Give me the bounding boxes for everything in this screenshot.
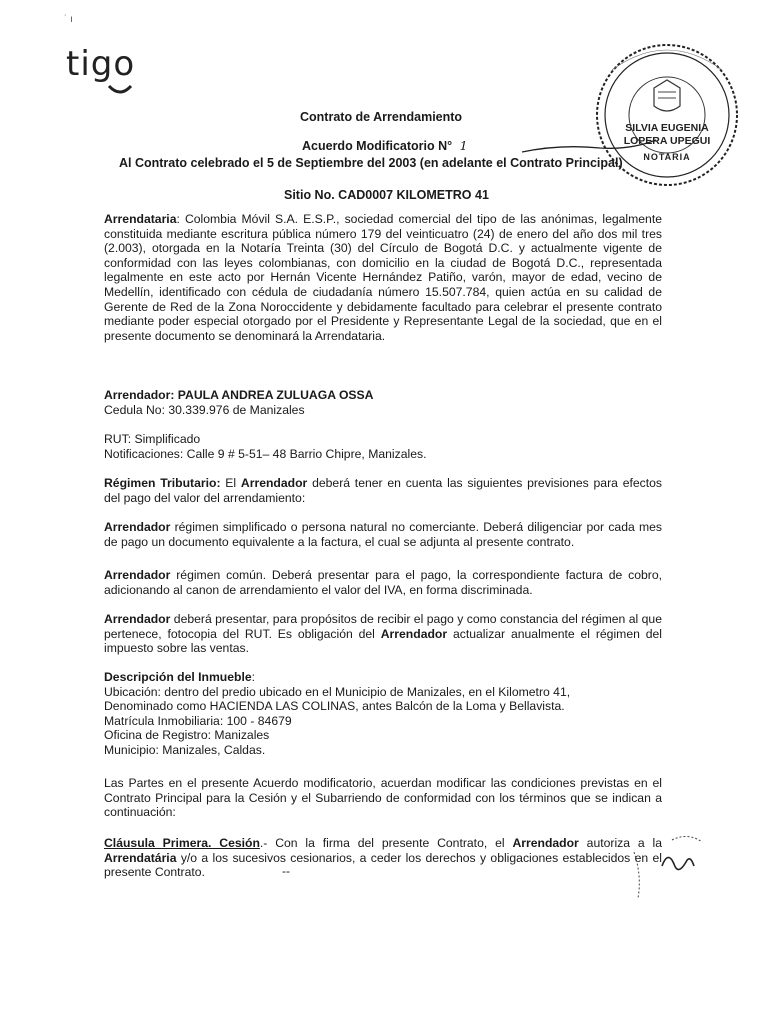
regimen-text-b: deberá tener en cuenta las siguientes previsiones para efectos del pago del valor del arrendamiento: xyxy=(104,476,662,505)
inmueble-oficina: Oficina de Registro: Manizales xyxy=(104,728,270,743)
logo-text: tigo xyxy=(66,44,136,84)
arrendataria-paragraph xyxy=(104,212,662,343)
regimen-comun xyxy=(104,568,662,597)
rut-arrendador: Arrendador xyxy=(104,612,171,626)
clausula-text-a: .- Con la firma del presente Contrato, el xyxy=(259,836,513,850)
comun-text: régimen común. Deberá presentar para el pago, la correspondiente factura de cobro, adicionando al canon de arrendamiento el valor del IVA, en forma discriminada. xyxy=(104,568,662,597)
arrendataria-text: : Colombia Móvil S.A. E.S.P., sociedad comercial del tipo de las anónimas, legalmente constituida mediante escritura pública número 179 del veinticuatro (24) de enero del año dos mil tres (2.003), otorgada en la Notaría Treinta (30) del Círculo de Bogotá D.C. y actualmente vigente de conformidad con las leyes colombianas, con domicilio en la ciudad de Bogotá D.C., representada legalmente en este acto por Hernán Vicente Hernández Patiño, varón, mayor de edad, vecino de Medellín, identificado con cédula de ciudadanía número 15.507.784, quien actúa en su calidad de Gerente de Red de la Zona Noroccidente y debidamente facultado para celebrar el presente contrato mediante poder especial otorgado por el Presidente y Representante Legal de la sociedad, que en el presente documento se denominará la Arrendataria. xyxy=(104,212,662,343)
clausula-arrendataria: Arrendatária xyxy=(104,850,177,865)
regimen-paragraph xyxy=(104,476,662,505)
inmueble-block xyxy=(104,670,662,758)
arrendador-rut-block xyxy=(104,432,662,461)
rut-text-a: deberá presentar, para propósitos de recibir el pago y como constancia del régimen al que pertenece, fotocopia del RUT. Es obligación del xyxy=(104,612,662,641)
rut-arrendador-2: Arrendador xyxy=(380,626,448,641)
agreement-label: Acuerdo Modificatorio N° xyxy=(302,139,453,153)
inmueble-colon: : xyxy=(251,670,256,684)
arrendataria-label: Arrendataria xyxy=(104,212,177,226)
clausula-arrendador: Arrendador xyxy=(512,836,579,850)
clausula-text-c: y/o a los sucesivos cesionarios, a ceder los derechos y obligaciones establecidos en el presente Contrato. xyxy=(104,850,662,880)
inmueble-denominado: Denominado como HACIENDA LAS COLINAS, antes Balcón de la Loma y Bellavista. xyxy=(104,699,565,714)
inmueble-heading: Descripción del Inmueble xyxy=(104,670,252,684)
clausula-primera xyxy=(104,836,662,880)
regimen-simplificado xyxy=(104,520,662,549)
seal-name-line2: LOPERA UPEGUI xyxy=(623,135,711,147)
simplificado-arrendador: Arrendador xyxy=(104,520,171,534)
site-number: Sitio No. CAD0007 KILOMETRO 41 xyxy=(284,188,489,202)
regimen-arrendador: Arrendador xyxy=(240,476,308,490)
inmueble-municipio: Municipio: Manizales, Caldas. xyxy=(104,742,266,757)
seal-title: NOTARIA xyxy=(643,152,691,162)
document-title: Contrato de Arrendamiento xyxy=(300,110,463,124)
agreement-heading xyxy=(302,138,468,153)
clausula-dash: -- xyxy=(282,864,290,878)
arrendador-cedula: Cedula No: 30.339.976 de Manizales xyxy=(104,402,305,417)
clausula-label: Cláusula Primera. Cesión xyxy=(104,836,260,850)
arrendador-heading: Arrendador: PAULA ANDREA ZULUAGA OSSA xyxy=(104,388,374,402)
inmueble-ubicacion: Ubicación: dentro del predio ubicado en el Municipio de Manizales, en el Kilometro 41, xyxy=(104,684,571,699)
regimen-label: Régimen Tributario: xyxy=(104,476,221,490)
logo-smile-icon xyxy=(106,84,134,98)
simplificado-text: régimen simplificado o persona natural no comerciante. Deberá diligenciar por cada mes de pago un documento equivalente a la factura, el cual se adjunta al presente contrato. xyxy=(104,520,662,549)
arrendador-rut: RUT: Simplificado xyxy=(104,432,201,446)
rut-text-b: actualizar anualmente el régimen del impuesto sobre las ventas. xyxy=(104,626,662,656)
regimen-text-a: El xyxy=(220,476,241,490)
arrendador-notificaciones: Notificaciones: Calle 9 # 5-51– 48 Barrio Chipre, Manizales. xyxy=(104,446,427,461)
agreement-number: 1 xyxy=(459,138,468,153)
scan-mark: ˙ ı xyxy=(64,14,73,25)
tigo-logo xyxy=(66,44,156,108)
comun-arrendador: Arrendador xyxy=(104,568,171,582)
clausula-text-b: autoriza a la xyxy=(578,836,662,850)
inmueble-matricula: Matrícula Inmobiliaria: 100 - 84679 xyxy=(104,713,292,728)
margin-initials-icon xyxy=(628,832,708,902)
seal-name-line1: SILVIA EUGENIA xyxy=(625,122,709,134)
regimen-rut xyxy=(104,612,662,656)
contract-reference: Al Contrato celebrado el 5 de Septiembre del 2003 (en adelante el Contrato Principal) xyxy=(119,156,623,170)
arrendador-block xyxy=(104,388,662,417)
partes-paragraph: Las Partes en el presente Acuerdo modificatorio, acuerdan modificar las condiciones previstas en el Contrato Principal para la Cesión y el Subarriendo de conformidad con los términos que se indican a continuación: xyxy=(104,776,662,820)
